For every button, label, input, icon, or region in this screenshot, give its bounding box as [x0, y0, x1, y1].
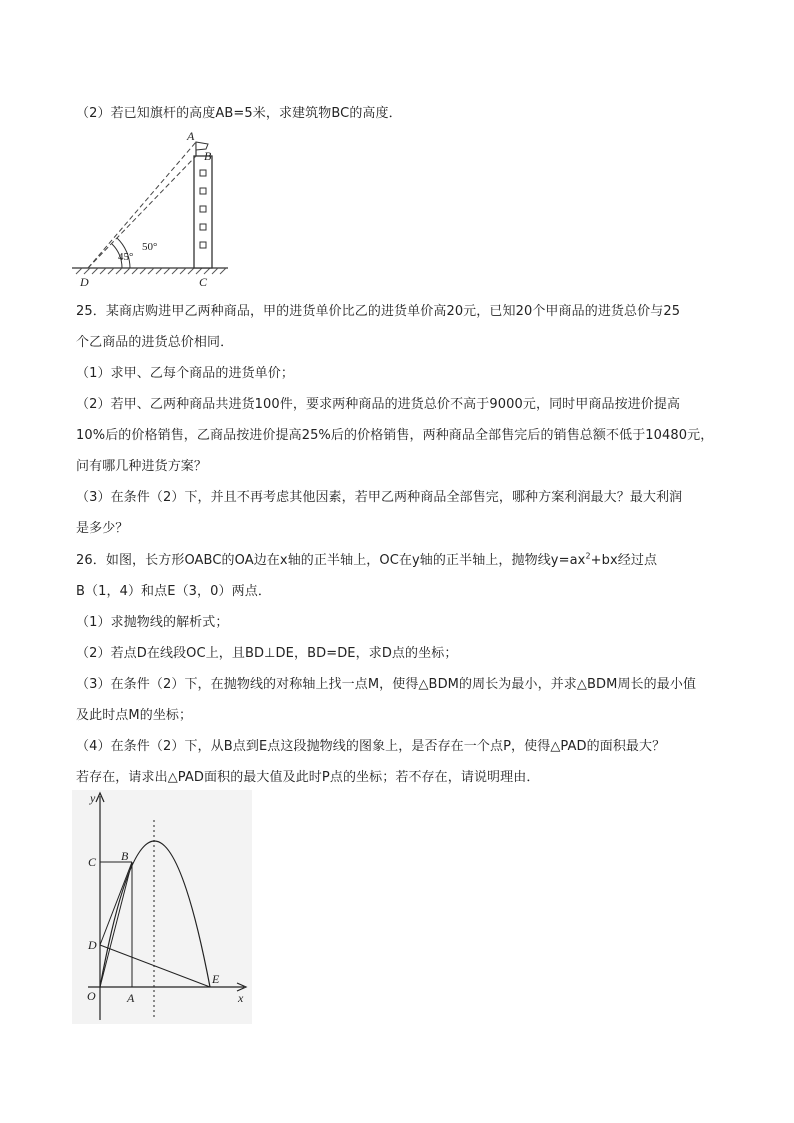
- q25-sub2-line1: （2）若甲、乙两种商品共进货100件，要求两种商品的进货总价不高于9000元，同时甲商品按进价提高: [76, 397, 681, 412]
- q25-sub2-line2: 10%后的价格销售，乙商品按进价提高25%后的价格销售，两种商品全部售完后的销售总额不低于10480元，: [76, 428, 714, 443]
- q26-sub1: （1）求抛物线的解析式；: [76, 615, 229, 630]
- q26-sub4-line2: 若存在，请求出△PAD面积的最大值及此时P点的坐标；若不存在，请说明理由．: [76, 770, 540, 785]
- q26-exponent: 2: [585, 551, 591, 561]
- label-A: A: [127, 991, 135, 1005]
- label-O: O: [87, 989, 96, 1003]
- q25-sub1: （1）求甲、乙每个商品的进货单价；: [76, 366, 294, 381]
- q26-line1-b: +bx经过点: [590, 553, 658, 568]
- label-D: D: [88, 938, 97, 952]
- q24-part2-text: （2）若已知旗杆的高度AB=5米，求建筑物BC的高度．: [76, 106, 402, 121]
- q26-line2: B（1，4）和点E（3，0）两点．: [76, 584, 271, 599]
- label-D: D: [80, 275, 89, 289]
- q26-sub4-line1: （4）在条件（2）下，从B点到E点这段抛物线的图象上，是否存在一个点P，使得△PAD的面积最大？: [76, 739, 666, 754]
- label-A: A: [187, 130, 195, 143]
- figure-flagpole-building: [72, 130, 232, 292]
- q26-sub3-line2: 及此时点M的坐标；: [76, 708, 193, 723]
- q25-line1: 25．某商店购进甲乙两种商品，甲的进货单价比乙的进货单价高20元，已知20个甲商品的进货总价与25: [76, 304, 681, 319]
- q25-sub3-line2: 是多少？: [76, 521, 129, 536]
- q25-line2: 个乙商品的进货总价相同．: [76, 335, 234, 350]
- label-C: C: [88, 855, 97, 869]
- angle-label-50: 50°: [142, 241, 158, 253]
- label-B: B: [204, 149, 212, 163]
- q26-sub3-line1: （3）在条件（2）下，在抛物线的对称轴上找一点M，使得△BDM的周长为最小，并求△BDM周长的最小值: [76, 677, 697, 692]
- q26-line1: [76, 553, 657, 569]
- q25-sub3-line1: （3）在条件（2）下，并且不再考虑其他因素，若甲乙两种商品全部售完，哪种方案利润最大？最大利润: [76, 490, 683, 505]
- ground-hatching: [76, 268, 226, 274]
- figure-parabola-graph: [72, 790, 252, 1024]
- angle-label-45: 45°: [118, 251, 134, 263]
- q25-sub2-line3: 问有哪几种进货方案？: [76, 459, 208, 474]
- label-y: y: [90, 791, 96, 805]
- q26-line1-a: 26．如图，长方形OABC的OA边在x轴的正半轴上，OC在y轴的正半轴上，抛物线y=ax: [76, 553, 586, 568]
- label-x: x: [238, 991, 244, 1005]
- label-E: E: [212, 972, 220, 986]
- label-C: C: [199, 275, 208, 289]
- label-B: B: [121, 849, 129, 863]
- q26-sub2: （2）若点D在线段OC上，且BD⊥DE，BD=DE，求D点的坐标；: [76, 646, 458, 661]
